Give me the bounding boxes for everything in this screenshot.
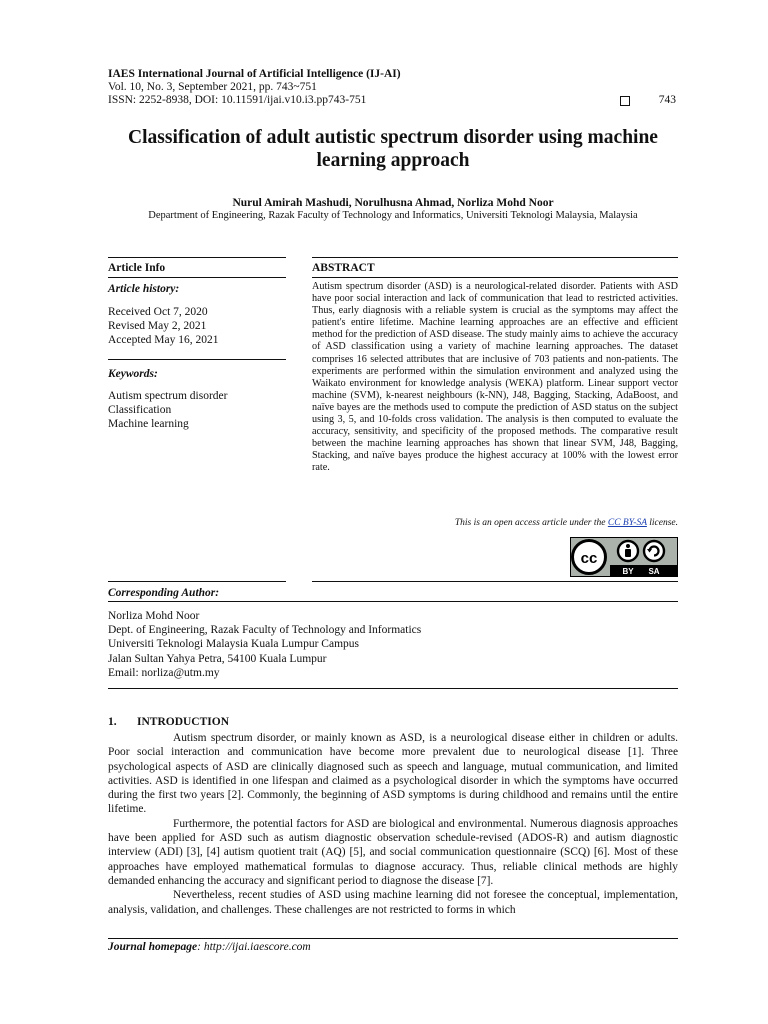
keywords-heading: Keywords: (108, 368, 158, 380)
body-paragraph: Autism spectrum disorder, or mainly known as ASD, is a neurological disease either in children or adults. Poor social interaction and communication have become more prevalent due to neurological disease [1]. Three psychological aspects of ASD are clinically diagnosed such as speech and language, mutual communication, and limited activities. ASD is identified in one lifespan and claimed as a psychological disorder in which the symptoms have occurred during the first two years [2]. Commonly, the beginning of ASD symptoms is during childhood and remains until the entire lifetime. (108, 732, 678, 816)
license-suffix: license. (646, 518, 678, 528)
keyword-item: Machine learning (108, 418, 189, 431)
corresponding-email: Email: norliza@utm.my (108, 666, 220, 679)
by-label: BY (622, 567, 634, 576)
abstract-text: Autism spectrum disorder (ASD) is a neurological-related disorder. Patients with ASD have poor social interaction and lack of communication that lead to restricted activities. Thus, early diagnosis with a reliable system is crucial as the symptoms may affect the patient's entire lifetime. Machine learning approaches are an effective and efficient method for the prediction of ASD disease. The study mainly aims to achieve the accuracy of ASD classification using a variety of machine learning approaches. The dataset comprises 16 selected attributes that are inclusive of 703 patients and non-patients. The experiments are performed within the simulation environment and analyzed using the Waikato environment for knowledge analysis (WEKA) platform. Linear support vector machine (SVM), k-nearest neighbours (k-NN), J48, Bagging, Stacking, AdaBoost, and naïve bayes are the methods used to compute the prediction of ASD status on the subject using 3, 5, and 10-folds cross validation. The analysis is then computed to evaluate the accuracy, sensitivity, and specificity of the proposed methods. The comparative result between the machine learning approaches has shown that linear SVM, J48, Bagging, Stacking, and naïve bayes produce the highest accuracy at 100% with the lowest error rate. (312, 281, 678, 474)
footer-url[interactable]: : http://ijai.iaescore.com (197, 941, 311, 953)
affiliation: Department of Engineering, Razak Faculty of Technology and Informatics, Universiti Teknologi Malaysia, Malaysia (148, 210, 638, 221)
footer-label: Journal homepage (108, 941, 198, 953)
license-note (312, 518, 678, 528)
cc-icon (573, 541, 606, 574)
journal-title: IAES International Journal of Artificial Intelligence (IJ-AI) (108, 68, 401, 80)
section-title: INTRODUCTION (137, 716, 230, 728)
sa-icon (644, 541, 664, 561)
divider (312, 277, 678, 278)
section-number: 1. (108, 716, 117, 728)
footer-divider (108, 938, 678, 939)
license-prefix: This is an open access article under the (454, 518, 608, 528)
corresponding-heading: Corresponding Author: (108, 587, 220, 599)
introduction-body (108, 731, 678, 917)
journal-volume: Vol. 10, No. 3, September 2021, pp. 743~751 (108, 81, 317, 93)
divider (108, 257, 286, 258)
license-link[interactable]: CC BY-SA (607, 518, 647, 528)
corresponding-line: Universiti Teknologi Malaysia Kuala Lumpur Campus (108, 638, 359, 651)
divider (108, 601, 678, 602)
divider (108, 359, 286, 360)
square-icon (620, 96, 630, 106)
corresponding-author (108, 609, 678, 680)
article-history-heading: Article history: (108, 283, 180, 295)
divider (108, 688, 678, 689)
divider (108, 581, 286, 582)
divider (108, 277, 286, 278)
corresponding-line: Jalan Sultan Yahya Petra, 54100 Kuala Lumpur (108, 652, 327, 665)
paper-title: Classification of adult autistic spectrum disorder using machine learning approach (128, 127, 658, 171)
cc-by-sa-badge (570, 537, 678, 577)
divider (312, 257, 678, 258)
by-icon (618, 541, 638, 561)
sa-label: SA (648, 567, 660, 576)
abstract-heading: ABSTRACT (312, 262, 375, 274)
body-paragraph: Nevertheless, recent studies of ASD using machine learning did not foresee the conceptual, implementation, analysis, validation, and challenges. These challenges are not restricted to forms in which (108, 889, 678, 916)
svg-text:cc: cc (580, 550, 598, 567)
keyword-item: Autism spectrum disorder (108, 390, 228, 402)
article-info-heading: Article Info (108, 262, 166, 274)
accepted-date: Accepted May 16, 2021 (108, 334, 219, 347)
divider (312, 581, 678, 582)
received-date: Received Oct 7, 2020 (108, 306, 208, 318)
author-list: Nurul Amirah Mashudi, Norulhusna Ahmad, Norliza Mohd Noor (232, 197, 554, 209)
article-history (108, 305, 286, 348)
paper-page (108, 0, 678, 1024)
corresponding-line: Dept. of Engineering, Razak Faculty of Technology and Informatics (108, 624, 422, 637)
section-heading (108, 716, 229, 728)
keyword-item: Classification (108, 404, 172, 417)
revised-date: Revised May 2, 2021 (108, 320, 207, 333)
journal-issn-doi: ISSN: 2252-8938, DOI: 10.11591/ijai.v10.i3.pp743-751 (108, 94, 367, 106)
journal-homepage (108, 941, 678, 953)
corresponding-line: Norliza Mohd Noor (108, 610, 200, 622)
body-paragraph: Furthermore, the potential factors for ASD are biological and environmental. Numerous diagnosis approaches have been applied for ASD such as autism diagnostic observation schedule-revised (ADOS-R) and autism diagnostic interview (ADI) [3], [4] autism quotient trait (AQ) [5], and social communication questionnaire (SCQ) [6]. Most of these approaches have employed mathematical formulas to diagnose accuracy. Thus, reliable clinical methods are highly demanded enhancing the accuracy and significant period to diagnose the disease [7]. (108, 817, 678, 887)
page-number: 743 (658, 94, 676, 106)
keyword-list (108, 389, 286, 432)
journal-header (108, 68, 678, 107)
